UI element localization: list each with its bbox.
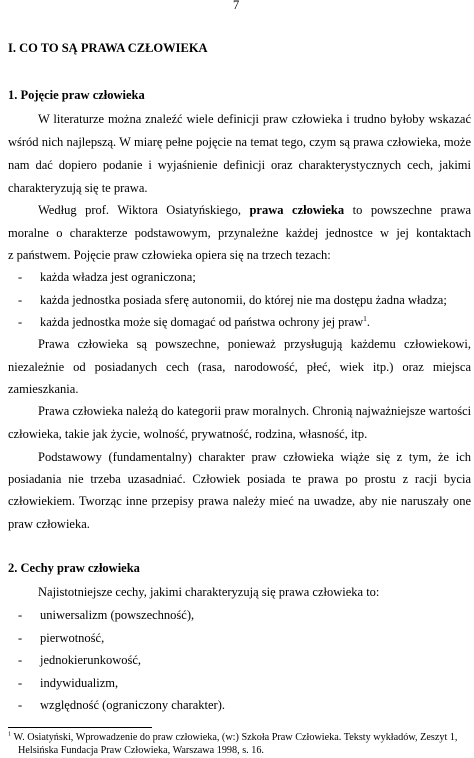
list-bullet: - [18, 270, 23, 284]
feature-item: uniwersalizm (powszechność), [40, 608, 195, 622]
footnote-reference[interactable]: 1 [363, 313, 367, 323]
list-bullet: - [18, 315, 23, 329]
thesis-item: każda jednostka posiada sferę autonomii, do której nie ma dostępu żadna władza; [40, 293, 447, 307]
paragraph-line: z państwem. Pojęcie praw człowieka opiera się na trzech tezach: [8, 248, 331, 262]
paragraph-line: praw człowieka. [8, 517, 90, 531]
paragraph-line: Podstawowy (fundamentalny) charakter praw człowieka wiąże się z tym, że ich [38, 450, 471, 464]
list-bullet: - [18, 698, 23, 712]
section-heading-2: 2. Cechy praw człowieka [8, 561, 140, 575]
list-bullet: - [18, 608, 23, 622]
section-heading-1: 1. Pojęcie praw człowieka [8, 88, 145, 102]
emphasis-term: prawa człowieka [249, 203, 345, 217]
paragraph-line: zamieszkania. [8, 382, 79, 396]
footnote-line: $^1$ W. Osiatyński, Wprowadzenie do praw człowieka, (w:) Szkoła Praw Człowieka. Teksty wykładów, Zeszyt 1, [8, 731, 458, 743]
paragraph-line: Prawa człowieka są powszechne, ponieważ przysługują każdemu człowiekowi, [38, 337, 471, 351]
paragraph-line: nam dać dopiero podanie i wyjaśnienie definicji oraz charakterystycznych cech, jakimi [8, 158, 471, 172]
chapter-heading: I. CO TO SĄ PRAWA CZŁOWIEKA [8, 41, 208, 55]
paragraph-line: posiadania nie trzeba uzasadniać. Człowiek posiada te prawa po prostu z racji bycia [8, 472, 471, 486]
feature-item: względność (ograniczony charakter). [40, 698, 225, 712]
paragraph-line: moralne o charakterze podstawowym, przynależne każdej jednostce w jej kontaktach [8, 226, 471, 240]
list-bullet: - [18, 631, 23, 645]
feature-item: indywidualizm, [40, 676, 119, 690]
thesis-item: każda władza jest ograniczona; [40, 270, 196, 284]
paragraph-line: człowieka, takie jak życie, wolność, prywatność, rodzina, własność, itp. [8, 427, 368, 441]
footnote-line: Helsińska Fundacja Praw Człowieka, Warszawa 1998, s. 16. [18, 745, 264, 756]
paragraph-line: Według prof. Wiktora Osiatyńskiego, prawa człowieka to powszechne prawa [38, 203, 472, 217]
feature-item: pierwotność, [40, 631, 105, 645]
paragraph-line: wśród nich najlepszą. W miarę pełne pojęcie na temat tego, czym są prawa człowieka, może [8, 135, 471, 149]
thesis-item: każda jednostka może się domagać od państwa ochrony jej praw$^1$. [40, 313, 371, 329]
paragraph-line: charakteryzują się te prawa. [8, 181, 148, 195]
paragraph-line: Prawa człowieka należą do kategorii praw moralnych. Chronią najważniejsze wartości [38, 404, 472, 418]
paragraph-line: człowiekiem. Tworząc inne przepisy prawa należy mieć na uwadze, aby nie naruszały one [8, 494, 471, 508]
footnote-mark: 1 [8, 731, 12, 738]
list-bullet: - [18, 653, 23, 667]
footnote-separator [8, 727, 152, 728]
section-intro: Najistotniejsze cechy, jakimi charakteryzują się prawa człowieka to: [38, 585, 380, 599]
list-bullet: - [18, 293, 23, 307]
page-number: 7 [233, 0, 240, 12]
feature-item: jednokierunkowość, [40, 653, 142, 667]
paragraph-line: W literaturze można znaleźć wiele definicji praw człowieka i trudno byłoby wskazać [38, 112, 471, 126]
paragraph-line: niezależnie od posiadanych cech (rasa, narodowość, płeć, wiek itp.) oraz miejsca [8, 360, 471, 374]
list-bullet: - [18, 676, 23, 690]
